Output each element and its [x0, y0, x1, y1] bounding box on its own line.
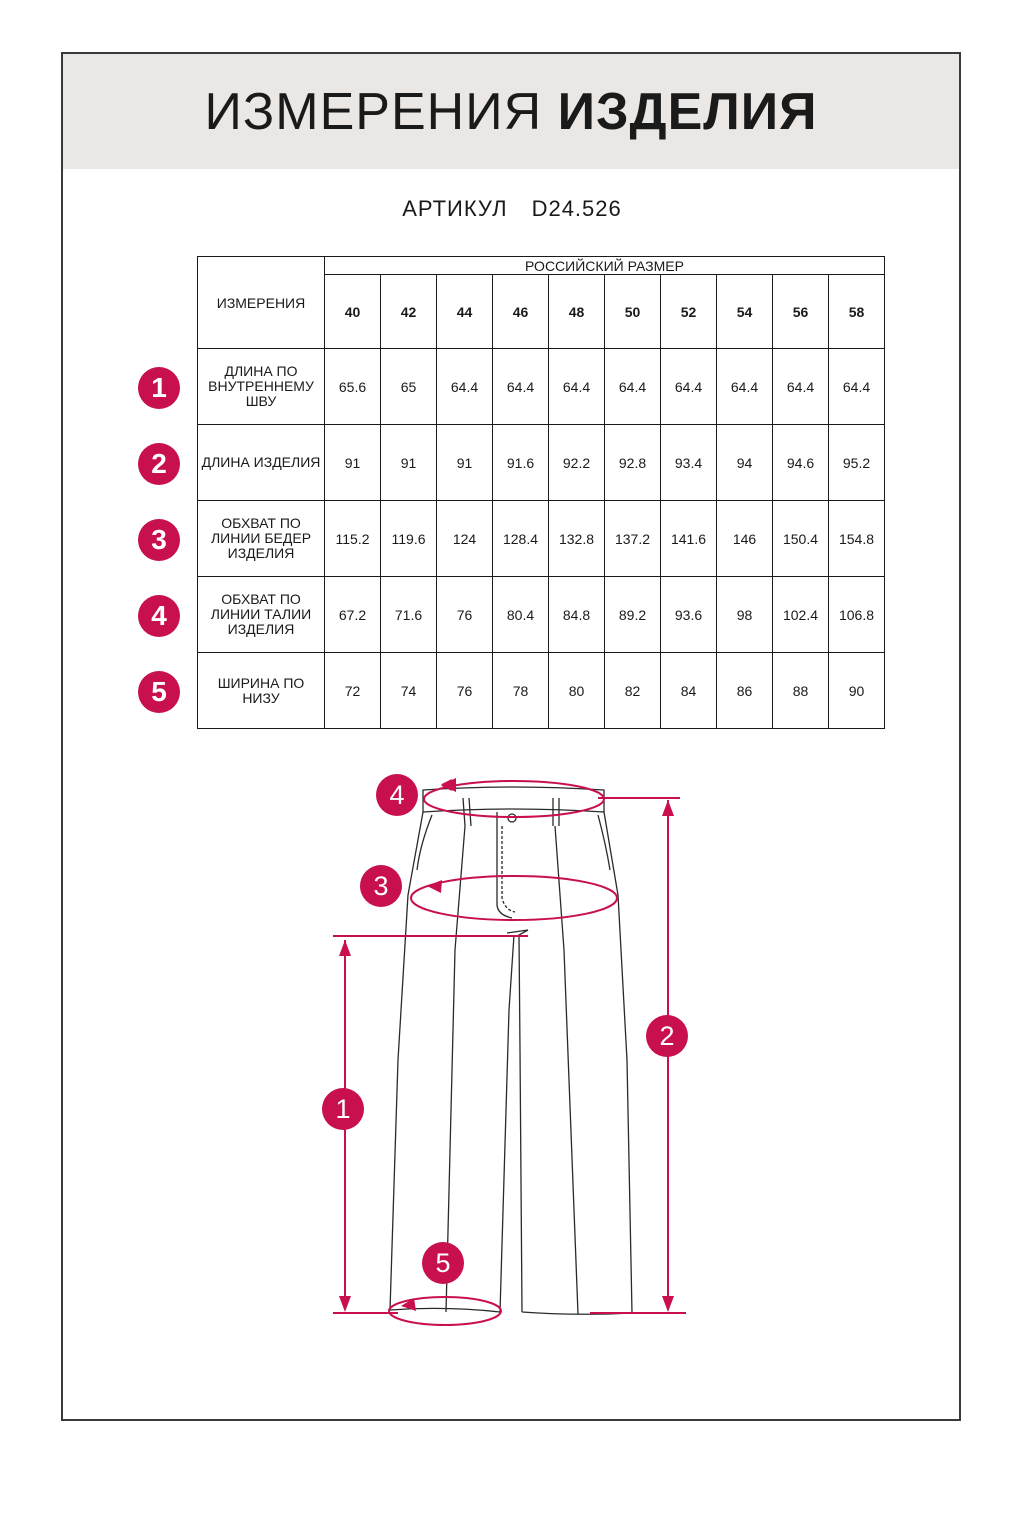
table-cell: 82 [605, 653, 661, 729]
size-44: 44 [437, 275, 493, 349]
table-cell: 78 [493, 653, 549, 729]
row-label-line: ОБХВАТ ПО [221, 591, 301, 607]
table-cell: 72 [325, 653, 381, 729]
table-cell: 89.2 [605, 577, 661, 653]
row-label-line: ЛИНИИ ТАЛИИ [210, 606, 312, 622]
measure-guides [333, 780, 686, 1325]
table-cell: 92.8 [605, 425, 661, 501]
table-cell: 128.4 [493, 501, 549, 577]
table-cell: 71.6 [381, 577, 437, 653]
table-cell: 119.6 [381, 501, 437, 577]
table-cell: 91 [325, 425, 381, 501]
length-arrow-bottom [662, 1296, 674, 1312]
row-label-line: ДЛИНА ИЗДЕЛИЯ [201, 454, 321, 470]
table-cell: 80 [549, 653, 605, 729]
table-cell: 132.8 [549, 501, 605, 577]
size-52: 52 [661, 275, 717, 349]
size-50: 50 [605, 275, 661, 349]
row-label-line: ЛИНИИ БЕДЕР [210, 530, 312, 546]
waist-arrowhead [441, 778, 456, 792]
table-cell: 64.4 [549, 349, 605, 425]
row-number: 4 [151, 600, 167, 631]
title-bold: ИЗДЕЛИЯ [557, 83, 818, 141]
table-cell: 93.6 [661, 577, 717, 653]
table-cell: 84.8 [549, 577, 605, 653]
table-cell: 94 [717, 425, 773, 501]
table-cell: 154.8 [829, 501, 885, 577]
table-cell: 91.6 [493, 425, 549, 501]
table-cell: 84 [661, 653, 717, 729]
diagram-marker-length: 2 [646, 1015, 688, 1057]
table-cell: 76 [437, 653, 493, 729]
row-label-line: НИЗУ [242, 689, 280, 706]
table-cell: 88 [773, 653, 829, 729]
article-value: D24.526 [531, 196, 622, 221]
size-58: 58 [829, 275, 885, 349]
table-cell: 106.8 [829, 577, 885, 653]
size-group-header: РОССИЙСКИЙ РАЗМЕР [325, 257, 885, 275]
measure-header: ИЗМЕРЕНИЯ [198, 257, 325, 349]
row-label-line: ИЗДЕЛИЯ [227, 545, 295, 561]
table-cell: 115.2 [325, 501, 381, 577]
inseam-arrow-bottom [339, 1296, 351, 1312]
inseam-arrow-top [339, 940, 351, 956]
size-48: 48 [549, 275, 605, 349]
table-cell: 137.2 [605, 501, 661, 577]
article-label: АРТИКУЛ [402, 196, 508, 221]
table-cell: 67.2 [325, 577, 381, 653]
table-cell: 76 [437, 577, 493, 653]
row-label-line: ВНУТРЕННЕМУ [208, 378, 314, 394]
size-56: 56 [773, 275, 829, 349]
size-42: 42 [381, 275, 437, 349]
table-cell: 90 [829, 653, 885, 729]
table-cell: 91 [381, 425, 437, 501]
size-40: 40 [325, 275, 381, 349]
hip-arrowhead [427, 880, 442, 893]
table-cell: 64.4 [437, 349, 493, 425]
length-arrow-top [662, 800, 674, 816]
table-cell: 94.6 [773, 425, 829, 501]
row-number: 3 [151, 524, 167, 555]
trousers-outline [390, 787, 632, 1314]
table-cell: 65.6 [325, 349, 381, 425]
table-cell: 92.2 [549, 425, 605, 501]
diagram-marker-hem: 5 [422, 1242, 464, 1284]
table-cell: 64.4 [829, 349, 885, 425]
table-cell: 86 [717, 653, 773, 729]
title-light: ИЗМЕРЕНИЯ [204, 83, 543, 141]
table-cell: 65 [381, 349, 437, 425]
row-label-line: ШВУ [245, 393, 277, 409]
row-number: 5 [151, 676, 167, 707]
table-cell: 64.4 [717, 349, 773, 425]
row-label-line: ДЛИНА ПО [224, 363, 298, 379]
size-46: 46 [493, 275, 549, 349]
table-cell: 93.4 [661, 425, 717, 501]
row-label-line: ШИРИНА ПО [217, 674, 305, 691]
diagram-marker-waist: 4 [376, 774, 418, 816]
size-54: 54 [717, 275, 773, 349]
row-number: 2 [151, 448, 167, 479]
table-cell: 64.4 [605, 349, 661, 425]
table-cell: 124 [437, 501, 493, 577]
table-cell: 95.2 [829, 425, 885, 501]
table-cell: 150.4 [773, 501, 829, 577]
measure-arrowheads [339, 778, 674, 1312]
table-cell: 91 [437, 425, 493, 501]
table-cell: 141.6 [661, 501, 717, 577]
table-cell: 102.4 [773, 577, 829, 653]
table-cell: 64.4 [773, 349, 829, 425]
table-cell: 146 [717, 501, 773, 577]
table-cell: 64.4 [493, 349, 549, 425]
table-cell: 64.4 [661, 349, 717, 425]
row-number: 1 [151, 372, 167, 403]
table-cell: 74 [381, 653, 437, 729]
row-label-line: ИЗДЕЛИЯ [227, 621, 295, 637]
table-cell: 98 [717, 577, 773, 653]
row-label-line: ОБХВАТ ПО [221, 515, 301, 531]
diagram-marker-hip: 3 [360, 865, 402, 907]
diagram-marker-inseam: 1 [322, 1088, 364, 1130]
table-cell: 80.4 [493, 577, 549, 653]
